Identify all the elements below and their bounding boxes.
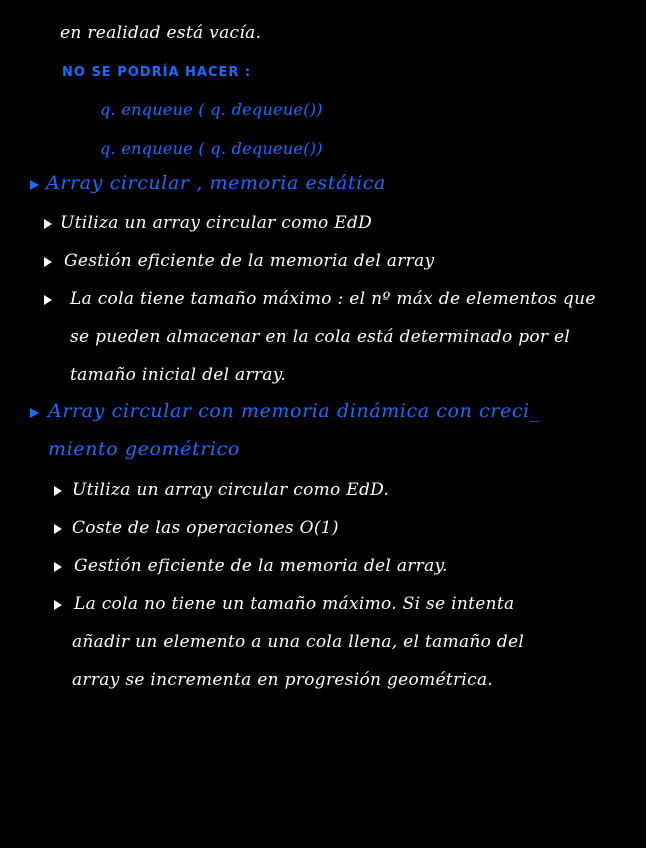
item-bullet-icon [44, 219, 52, 229]
code-line-1: q. enqueue ( q. dequeue()) [100, 100, 323, 119]
list-item: Gestión eficiente de la memoria del array [64, 251, 435, 271]
item-bullet-icon [44, 295, 52, 305]
section-heading-dynamic-continuation: miento geométrico [48, 438, 240, 460]
item-bullet-icon [54, 524, 62, 534]
section-heading-static: Array circular , memoria estática [46, 172, 386, 194]
list-item: Utiliza un array circular como EdD [60, 213, 373, 233]
list-item: La cola tiene tamaño máximo : el nº máx de elementos que [70, 289, 596, 309]
item-bullet-icon [54, 600, 62, 610]
note-heading: NO SE PODRÍA HACER : [62, 65, 252, 80]
section-bullet-icon [30, 408, 39, 418]
list-item-continuation: añadir un elemento a una cola llena, el tamaño del [72, 632, 525, 652]
code-line-2: q. enqueue ( q. dequeue()) [100, 139, 323, 158]
list-item-continuation: tamaño inicial del array. [70, 365, 287, 385]
item-bullet-icon [54, 562, 62, 572]
section-bullet-icon [30, 180, 39, 190]
section-heading-dynamic: Array circular con memoria dinámica con creci_ [48, 400, 540, 422]
list-item: Utiliza un array circular como EdD. [72, 480, 390, 500]
item-bullet-icon [44, 257, 52, 267]
list-item: La cola no tiene un tamaño máximo. Si se intenta [74, 594, 515, 614]
text-line-intro: en realidad está vacía. [60, 23, 262, 43]
list-item: Gestión eficiente de la memoria del array. [74, 556, 448, 576]
item-bullet-icon [54, 486, 62, 496]
list-item-continuation: se pueden almacenar en la cola está determinado por el [70, 327, 571, 347]
list-item-continuation: array se incrementa en progresión geométrica. [72, 670, 494, 690]
list-item: Coste de las operaciones O(1) [72, 518, 339, 538]
